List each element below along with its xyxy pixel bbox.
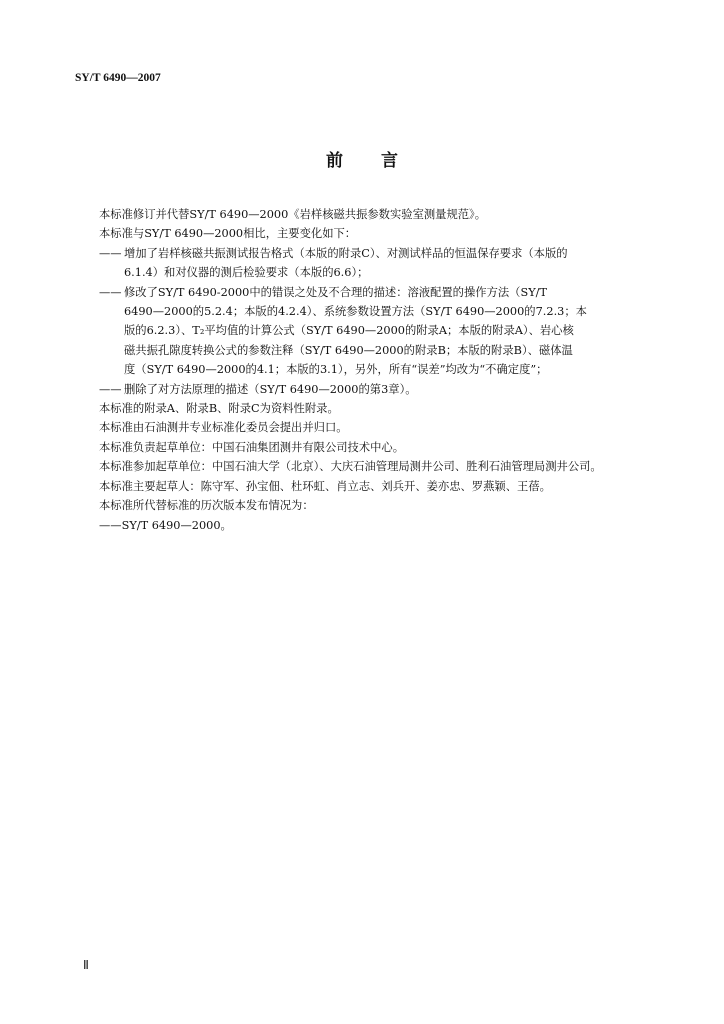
- item-dash: ——: [99, 285, 122, 299]
- item-dash: ——: [99, 246, 122, 260]
- change-item-modified: [75, 283, 641, 380]
- title-char-right: 言: [381, 151, 398, 171]
- standard-code-header: SY/T 6490—2007: [75, 72, 161, 84]
- paragraph-history-intro: 本标准所代替标准的历次版本发布情况为：: [99, 499, 314, 513]
- title-char-left: 前: [326, 151, 343, 171]
- foreword-body: [75, 205, 641, 535]
- paragraph-supersedes: 本标准修订并代替SY/T 6490—2000《岩样核磁共振参数实验室测量规范》。: [99, 208, 486, 221]
- item-line: 6.1.4）和对仪器的测后检验要求（本版的6.6）；: [124, 266, 369, 280]
- paragraph-changes-intro: 本标准与SY/T 6490—2000相比，主要变化如下：: [99, 227, 357, 241]
- paragraph-participating-drafters: 本标准参加起草单位：中国石油大学（北京）、大庆石油管理局测井公司、胜利石油管理局测井公司。: [99, 460, 602, 474]
- item-line: 度（SY/T 6490—2000的4.1；本版的3.1），另外，所有“误差”均改为“不确定度”；: [124, 363, 548, 377]
- item-line: 增加了岩样核磁共振测试报告格式（本版的附录C）、对测试样品的恒温保存要求（本版的: [124, 246, 568, 260]
- item-line: 删除了对方法原理的描述（SY/T 6490—2000的第3章）。: [124, 382, 417, 396]
- item-line: 版的6.2.3）、T₂平均值的计算公式（SY/T 6490—2000的附录A；本版的附录A）、岩心核: [124, 324, 574, 338]
- paragraph-appendices: 本标准的附录A、附录B、附录C为资料性附录。: [99, 402, 339, 416]
- item-dash: ——: [99, 382, 122, 396]
- page-number: Ⅱ: [83, 958, 89, 972]
- page-title: [0, 146, 724, 171]
- paragraph-proposer: 本标准由石油测井专业标准化委员会提出并归口。: [99, 421, 348, 435]
- item-line: 修改了SY/T 6490-2000中的错误之处及不合理的描述：溶液配置的操作方法（SY/T: [124, 285, 548, 299]
- paragraph-main-drafters: 本标准主要起草人：陈守军、孙宝佃、杜环虹、肖立志、刘兵开、姜亦忠、罗燕颖、王蓓。: [99, 479, 551, 493]
- item-line: 6490—2000的5.2.4；本版的4.2.4）、系统参数设置方法（SY/T 6490—2000的7.2.3；本: [124, 305, 587, 319]
- change-item-deleted: [75, 380, 641, 399]
- paragraph-lead-drafter: 本标准负责起草单位：中国石油集团测井有限公司技术中心。: [99, 440, 405, 454]
- item-line: 磁共振孔隙度转换公式的参数注释（SY/T 6490—2000的附录B；本版的附录B）、磁体温: [124, 343, 573, 357]
- paragraph-history-item: ——SY/T 6490—2000。: [99, 518, 232, 532]
- change-item-added: [75, 244, 641, 283]
